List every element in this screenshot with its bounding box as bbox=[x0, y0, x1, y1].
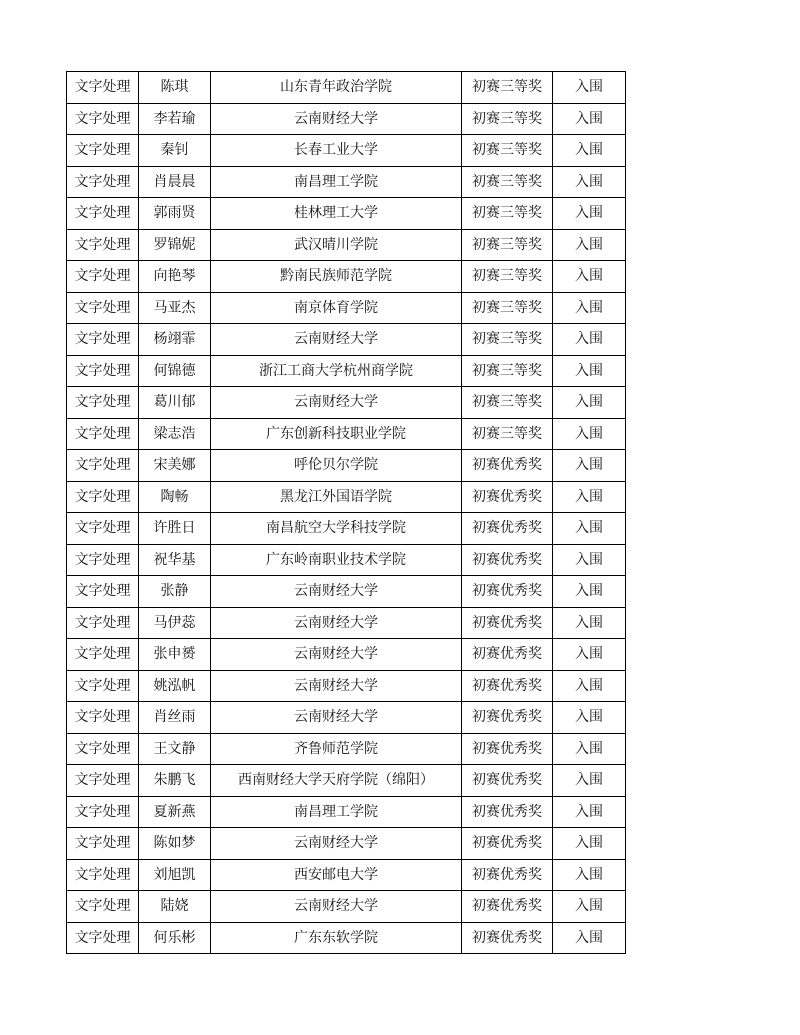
name-cell: 陶畅 bbox=[139, 481, 211, 513]
status-cell: 入围 bbox=[553, 481, 626, 513]
name-cell: 马亚杰 bbox=[139, 292, 211, 324]
table-row bbox=[67, 859, 626, 891]
status-cell: 入围 bbox=[553, 198, 626, 230]
school-cell: 云南财经大学 bbox=[211, 576, 462, 608]
table-row bbox=[67, 891, 626, 923]
name-cell: 朱鹏飞 bbox=[139, 765, 211, 797]
school-cell: 云南财经大学 bbox=[211, 828, 462, 860]
school-cell: 黑龙江外国语学院 bbox=[211, 481, 462, 513]
table-row bbox=[67, 576, 626, 608]
award-cell: 初赛优秀奖 bbox=[462, 796, 553, 828]
category-cell: 文字处理 bbox=[67, 166, 139, 198]
name-cell: 夏新燕 bbox=[139, 796, 211, 828]
name-cell: 陈琪 bbox=[139, 72, 211, 104]
status-cell: 入围 bbox=[553, 261, 626, 293]
school-cell: 广东东软学院 bbox=[211, 922, 462, 954]
status-cell: 入围 bbox=[553, 166, 626, 198]
status-cell: 入围 bbox=[553, 765, 626, 797]
school-cell: 云南财经大学 bbox=[211, 702, 462, 734]
award-cell: 初赛三等奖 bbox=[462, 387, 553, 419]
school-cell: 广东岭南职业技术学院 bbox=[211, 544, 462, 576]
name-cell: 向艳琴 bbox=[139, 261, 211, 293]
category-cell: 文字处理 bbox=[67, 292, 139, 324]
category-cell: 文字处理 bbox=[67, 922, 139, 954]
table-row bbox=[67, 544, 626, 576]
award-cell: 初赛三等奖 bbox=[462, 135, 553, 167]
status-cell: 入围 bbox=[553, 103, 626, 135]
table-row bbox=[67, 702, 626, 734]
category-cell: 文字处理 bbox=[67, 576, 139, 608]
category-cell: 文字处理 bbox=[67, 544, 139, 576]
award-cell: 初赛三等奖 bbox=[462, 261, 553, 293]
school-cell: 云南财经大学 bbox=[211, 103, 462, 135]
table-row bbox=[67, 292, 626, 324]
table-row bbox=[67, 450, 626, 482]
table-row bbox=[67, 103, 626, 135]
name-cell: 何乐彬 bbox=[139, 922, 211, 954]
school-cell: 云南财经大学 bbox=[211, 607, 462, 639]
category-cell: 文字处理 bbox=[67, 702, 139, 734]
award-cell: 初赛优秀奖 bbox=[462, 544, 553, 576]
award-cell: 初赛优秀奖 bbox=[462, 576, 553, 608]
award-cell: 初赛优秀奖 bbox=[462, 828, 553, 860]
name-cell: 葛川郁 bbox=[139, 387, 211, 419]
table-row bbox=[67, 355, 626, 387]
status-cell: 入围 bbox=[553, 324, 626, 356]
table-row bbox=[67, 639, 626, 671]
category-cell: 文字处理 bbox=[67, 828, 139, 860]
name-cell: 肖晨晨 bbox=[139, 166, 211, 198]
status-cell: 入围 bbox=[553, 639, 626, 671]
table-row bbox=[67, 324, 626, 356]
status-cell: 入围 bbox=[553, 72, 626, 104]
name-cell: 杨翊霏 bbox=[139, 324, 211, 356]
status-cell: 入围 bbox=[553, 450, 626, 482]
status-cell: 入围 bbox=[553, 796, 626, 828]
school-cell: 长春工业大学 bbox=[211, 135, 462, 167]
table-row bbox=[67, 828, 626, 860]
school-cell: 浙江工商大学杭州商学院 bbox=[211, 355, 462, 387]
table-row bbox=[67, 418, 626, 450]
category-cell: 文字处理 bbox=[67, 891, 139, 923]
name-cell: 祝华基 bbox=[139, 544, 211, 576]
table-row bbox=[67, 198, 626, 230]
school-cell: 南昌理工学院 bbox=[211, 166, 462, 198]
name-cell: 宋美娜 bbox=[139, 450, 211, 482]
status-cell: 入围 bbox=[553, 292, 626, 324]
award-cell: 初赛优秀奖 bbox=[462, 607, 553, 639]
name-cell: 张静 bbox=[139, 576, 211, 608]
award-cell: 初赛优秀奖 bbox=[462, 639, 553, 671]
table-row bbox=[67, 261, 626, 293]
school-cell: 南昌航空大学科技学院 bbox=[211, 513, 462, 545]
award-cell: 初赛优秀奖 bbox=[462, 891, 553, 923]
award-cell: 初赛三等奖 bbox=[462, 292, 553, 324]
table-row bbox=[67, 796, 626, 828]
school-cell: 云南财经大学 bbox=[211, 891, 462, 923]
school-cell: 云南财经大学 bbox=[211, 324, 462, 356]
category-cell: 文字处理 bbox=[67, 513, 139, 545]
name-cell: 张申赟 bbox=[139, 639, 211, 671]
category-cell: 文字处理 bbox=[67, 387, 139, 419]
status-cell: 入围 bbox=[553, 859, 626, 891]
status-cell: 入围 bbox=[553, 135, 626, 167]
award-cell: 初赛优秀奖 bbox=[462, 859, 553, 891]
status-cell: 入围 bbox=[553, 229, 626, 261]
name-cell: 王文静 bbox=[139, 733, 211, 765]
category-cell: 文字处理 bbox=[67, 324, 139, 356]
award-cell: 初赛优秀奖 bbox=[462, 450, 553, 482]
name-cell: 梁志浩 bbox=[139, 418, 211, 450]
school-cell: 武汉晴川学院 bbox=[211, 229, 462, 261]
name-cell: 罗锦妮 bbox=[139, 229, 211, 261]
name-cell: 肖丝雨 bbox=[139, 702, 211, 734]
school-cell: 西安邮电大学 bbox=[211, 859, 462, 891]
category-cell: 文字处理 bbox=[67, 418, 139, 450]
status-cell: 入围 bbox=[553, 576, 626, 608]
school-cell: 呼伦贝尔学院 bbox=[211, 450, 462, 482]
category-cell: 文字处理 bbox=[67, 198, 139, 230]
award-cell: 初赛三等奖 bbox=[462, 418, 553, 450]
table-row bbox=[67, 765, 626, 797]
school-cell: 黔南民族师范学院 bbox=[211, 261, 462, 293]
status-cell: 入围 bbox=[553, 387, 626, 419]
category-cell: 文字处理 bbox=[67, 72, 139, 104]
table-row bbox=[67, 607, 626, 639]
category-cell: 文字处理 bbox=[67, 765, 139, 797]
award-cell: 初赛三等奖 bbox=[462, 72, 553, 104]
award-cell: 初赛优秀奖 bbox=[462, 733, 553, 765]
name-cell: 郭雨贤 bbox=[139, 198, 211, 230]
table-row bbox=[67, 166, 626, 198]
name-cell: 刘旭凯 bbox=[139, 859, 211, 891]
name-cell: 陆娆 bbox=[139, 891, 211, 923]
results-table bbox=[66, 71, 626, 954]
category-cell: 文字处理 bbox=[67, 229, 139, 261]
school-cell: 山东青年政治学院 bbox=[211, 72, 462, 104]
school-cell: 云南财经大学 bbox=[211, 387, 462, 419]
status-cell: 入围 bbox=[553, 922, 626, 954]
award-cell: 初赛三等奖 bbox=[462, 166, 553, 198]
status-cell: 入围 bbox=[553, 828, 626, 860]
table-row bbox=[67, 229, 626, 261]
table-row bbox=[67, 72, 626, 104]
category-cell: 文字处理 bbox=[67, 135, 139, 167]
name-cell: 李若瑜 bbox=[139, 103, 211, 135]
school-cell: 桂林理工大学 bbox=[211, 198, 462, 230]
school-cell: 云南财经大学 bbox=[211, 670, 462, 702]
award-cell: 初赛三等奖 bbox=[462, 229, 553, 261]
category-cell: 文字处理 bbox=[67, 859, 139, 891]
status-cell: 入围 bbox=[553, 670, 626, 702]
status-cell: 入围 bbox=[553, 418, 626, 450]
school-cell: 云南财经大学 bbox=[211, 639, 462, 671]
status-cell: 入围 bbox=[553, 702, 626, 734]
table-row bbox=[67, 387, 626, 419]
category-cell: 文字处理 bbox=[67, 261, 139, 293]
award-cell: 初赛优秀奖 bbox=[462, 922, 553, 954]
award-cell: 初赛优秀奖 bbox=[462, 702, 553, 734]
category-cell: 文字处理 bbox=[67, 103, 139, 135]
category-cell: 文字处理 bbox=[67, 450, 139, 482]
status-cell: 入围 bbox=[553, 733, 626, 765]
name-cell: 姚泓帆 bbox=[139, 670, 211, 702]
award-cell: 初赛三等奖 bbox=[462, 103, 553, 135]
status-cell: 入围 bbox=[553, 544, 626, 576]
results-table-body bbox=[67, 72, 626, 954]
table-row bbox=[67, 513, 626, 545]
school-cell: 广东创新科技职业学院 bbox=[211, 418, 462, 450]
award-cell: 初赛优秀奖 bbox=[462, 765, 553, 797]
status-cell: 入围 bbox=[553, 513, 626, 545]
category-cell: 文字处理 bbox=[67, 355, 139, 387]
school-cell: 齐鲁师范学院 bbox=[211, 733, 462, 765]
table-row bbox=[67, 922, 626, 954]
table-row bbox=[67, 481, 626, 513]
table-row bbox=[67, 135, 626, 167]
category-cell: 文字处理 bbox=[67, 796, 139, 828]
table-row bbox=[67, 733, 626, 765]
award-cell: 初赛优秀奖 bbox=[462, 670, 553, 702]
award-cell: 初赛三等奖 bbox=[462, 324, 553, 356]
category-cell: 文字处理 bbox=[67, 670, 139, 702]
status-cell: 入围 bbox=[553, 891, 626, 923]
name-cell: 马伊蕊 bbox=[139, 607, 211, 639]
table-row bbox=[67, 670, 626, 702]
award-cell: 初赛优秀奖 bbox=[462, 481, 553, 513]
category-cell: 文字处理 bbox=[67, 639, 139, 671]
school-cell: 南京体育学院 bbox=[211, 292, 462, 324]
name-cell: 秦钊 bbox=[139, 135, 211, 167]
status-cell: 入围 bbox=[553, 355, 626, 387]
award-cell: 初赛优秀奖 bbox=[462, 513, 553, 545]
status-cell: 入围 bbox=[553, 607, 626, 639]
award-cell: 初赛三等奖 bbox=[462, 198, 553, 230]
award-cell: 初赛三等奖 bbox=[462, 355, 553, 387]
name-cell: 陈如梦 bbox=[139, 828, 211, 860]
school-cell: 南昌理工学院 bbox=[211, 796, 462, 828]
category-cell: 文字处理 bbox=[67, 481, 139, 513]
name-cell: 何锦德 bbox=[139, 355, 211, 387]
category-cell: 文字处理 bbox=[67, 607, 139, 639]
category-cell: 文字处理 bbox=[67, 733, 139, 765]
name-cell: 许胜日 bbox=[139, 513, 211, 545]
school-cell: 西南财经大学天府学院（绵阳） bbox=[211, 765, 462, 797]
